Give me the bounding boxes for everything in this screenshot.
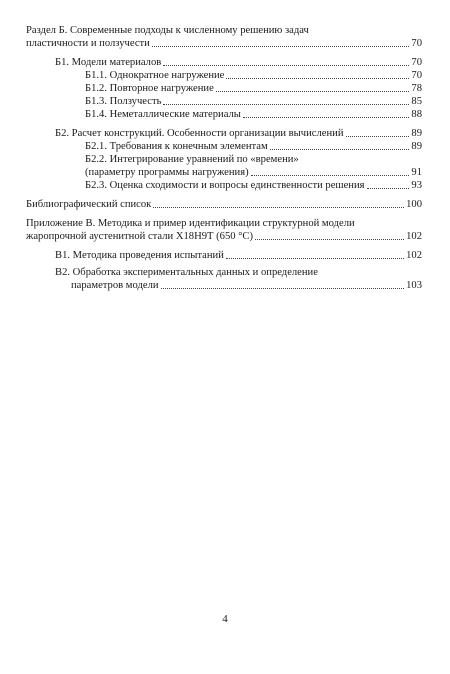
page-number-footer: 4 xyxy=(222,613,228,625)
toc-entry-title: Б1.1. Однократное нагружение xyxy=(85,70,225,81)
toc-entry-title: Б1.3. Ползучесть xyxy=(85,96,162,107)
toc-entry-title: Б2. Расчет конструкций. Особенности организации вычислений xyxy=(55,128,344,139)
dot-leader xyxy=(152,46,410,47)
toc-entry-b1-2 xyxy=(26,82,422,95)
toc-page-number: 89 xyxy=(411,141,422,152)
toc-entry-v2 xyxy=(26,266,422,292)
toc-entry-title-line1: В2. Обработка экспериментальных данных и определение xyxy=(55,267,318,278)
toc-entry-b1-3 xyxy=(26,95,422,108)
toc-entry-title: Б2.3. Оценка сходимости и вопросы единственности решения xyxy=(85,180,365,191)
dot-leader xyxy=(251,175,410,176)
dot-leader xyxy=(216,91,410,92)
table-of-contents xyxy=(26,24,422,292)
toc-entry-title: В1. Методика проведения испытаний xyxy=(55,250,224,261)
toc-page-number: 70 xyxy=(411,70,422,81)
toc-entry-b1-4 xyxy=(26,108,422,121)
toc-entry-title: Б1.4. Неметаллические материалы xyxy=(85,109,241,120)
toc-entry-title: Библиографический список xyxy=(26,199,152,210)
toc-entry-bibliography xyxy=(26,198,422,211)
toc-entry-b2-3 xyxy=(26,179,422,192)
toc-page-number: 93 xyxy=(411,180,422,191)
dot-leader xyxy=(243,117,410,118)
toc-entry-b2 xyxy=(26,127,422,140)
dot-leader xyxy=(270,149,410,150)
dot-leader xyxy=(163,104,409,105)
toc-entry-title-line2: параметров модели xyxy=(71,280,159,291)
toc-entry-title-line2: пластичности и ползучести xyxy=(26,38,150,49)
dot-leader xyxy=(346,136,410,137)
toc-entry-section-b xyxy=(26,24,422,50)
toc-entry-title: Б1. Модели материалов xyxy=(55,57,162,68)
dot-leader xyxy=(255,239,404,240)
toc-page-number: 103 xyxy=(406,280,422,291)
toc-entry-title: Б2.1. Требования к конечным элементам xyxy=(85,141,268,152)
dot-leader xyxy=(153,207,404,208)
toc-entry-title-line1: Б2.2. Интегрирование уравнений по «времени» xyxy=(85,154,299,165)
dot-leader xyxy=(163,65,409,66)
toc-page-number: 78 xyxy=(411,83,422,94)
toc-entry-b1-1 xyxy=(26,69,422,82)
toc-entry-b1 xyxy=(26,56,422,69)
toc-entry-title-line1: Раздел Б. Современные подходы к численному решению задач xyxy=(26,25,309,36)
dot-leader xyxy=(367,188,410,189)
dot-leader xyxy=(226,78,409,79)
toc-page-number: 102 xyxy=(406,250,422,261)
toc-entry-title-line1: Приложение В. Методика и пример идентификации структурной модели xyxy=(26,218,355,229)
toc-page-number: 100 xyxy=(406,199,422,210)
toc-page-number: 102 xyxy=(406,231,422,242)
toc-entry-b2-1 xyxy=(26,140,422,153)
toc-entry-b2-2 xyxy=(26,153,422,179)
dot-leader xyxy=(226,258,404,259)
toc-entry-title-line2: (параметру программы нагружения) xyxy=(85,167,249,178)
toc-page-number: 70 xyxy=(411,57,422,68)
toc-entry-appendix-v xyxy=(26,217,422,243)
toc-page-number: 88 xyxy=(411,109,422,120)
toc-page-number: 89 xyxy=(411,128,422,139)
toc-page-number: 85 xyxy=(411,96,422,107)
toc-entry-v1 xyxy=(26,249,422,262)
toc-entry-title-line2: жаропрочной аустенитной стали Х18Н9Т (650 °С) xyxy=(26,231,254,242)
toc-page-number: 91 xyxy=(411,167,422,178)
toc-entry-title: Б1.2. Повторное нагружение xyxy=(85,83,214,94)
toc-page-number: 70 xyxy=(411,38,422,49)
dot-leader xyxy=(161,288,405,289)
